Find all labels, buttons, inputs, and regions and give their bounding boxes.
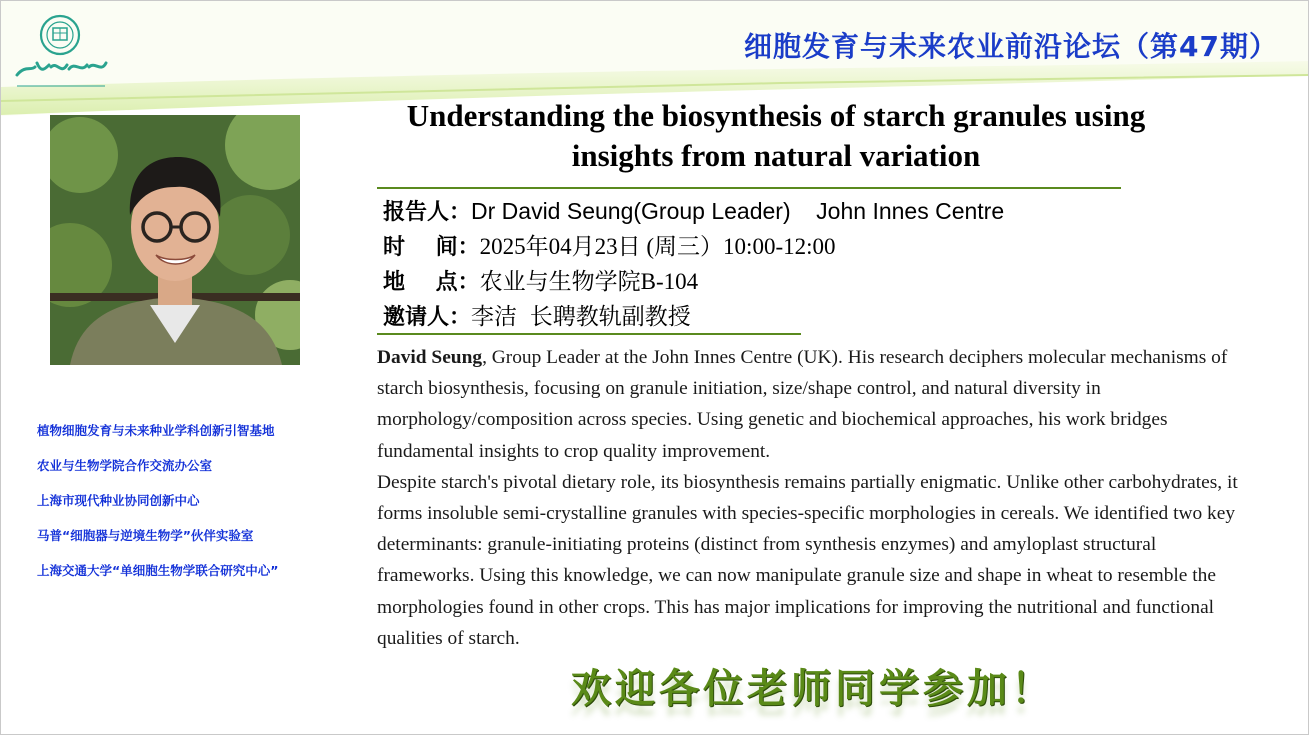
organizer-item: 植物细胞发育与未来种业学科创新引智基地 xyxy=(37,423,275,438)
time-label: 时 间： xyxy=(383,235,480,260)
place-row xyxy=(383,265,1004,300)
talk-info xyxy=(383,195,1004,335)
organizer-item: 上海市现代种业协同创新中心 xyxy=(37,493,200,508)
host-value: 李洁 长聘教轨副教授 xyxy=(471,303,691,329)
divider-top xyxy=(377,187,1121,189)
speaker-value: Dr David Seung(Group Leader) John Innes Centre xyxy=(471,198,1005,224)
organizer-item: 农业与生物学院合作交流办公室 xyxy=(37,458,213,473)
bio-speaker-name: David Seung xyxy=(377,347,483,368)
bio-intro-text: , Group Leader at the John Innes Centre (UK). His research deciphers molecular mechanisms of starch biosynthesis, focusing on granule initiation, size/shape control, and natural diversity in morphology/composition across species. Using genetic and biochemical approaches, his work bridges fundamental insights to crop quality improvement. xyxy=(377,347,1228,462)
place-label: 地 点： xyxy=(383,270,480,295)
speaker-portrait-image xyxy=(50,115,300,365)
time-value: 2025年04月23日 (周三）10:00-12:00 xyxy=(479,234,836,259)
host-row xyxy=(383,300,1004,335)
time-row xyxy=(383,230,1004,265)
organizer-item: 马普“细胞器与逆境生物学”伙伴实验室 xyxy=(37,528,254,543)
organizer-list xyxy=(37,417,278,592)
speaker-label: 报告人： xyxy=(383,200,472,225)
speaker-bio xyxy=(377,342,1257,654)
talk-title: Understanding the biosynthesis of starch granules using insights from natural variation xyxy=(406,98,1146,173)
host-label: 邀请人： xyxy=(383,305,472,330)
bio-paragraph-2: Despite starch's pivotal dietary role, its biosynthesis remains partially enigmatic. Unlike other carbohydrates, it forms insoluble semi-crystalline granules with species-specific morphologies in cereals. We identified two key determinants: granule-initiating proteins (distinct from synthesis enzymes) and amyloplast structural frameworks. Using this knowledge, we can now manipulate granule size and shape in wheat to resemble the morphologies found in other crops. This has major implications for improving the nutritional and functional qualities of starch. xyxy=(377,471,1238,649)
forum-title: 细胞发育与未来农业前沿论坛（第47期） xyxy=(744,30,1278,63)
divider-bottom xyxy=(377,333,801,335)
bio-paragraph-1 xyxy=(377,342,1257,467)
welcome-banner: 欢迎各位老师同学参加！ xyxy=(571,665,1055,712)
organizer-item: 上海交通大学“单细胞生物学联合研究中心” xyxy=(37,563,279,578)
university-logo-icon xyxy=(11,13,111,95)
speaker-row xyxy=(383,195,1004,230)
place-value: 农业与生物学院B-104 xyxy=(479,269,699,294)
speaker-photo xyxy=(50,115,300,365)
